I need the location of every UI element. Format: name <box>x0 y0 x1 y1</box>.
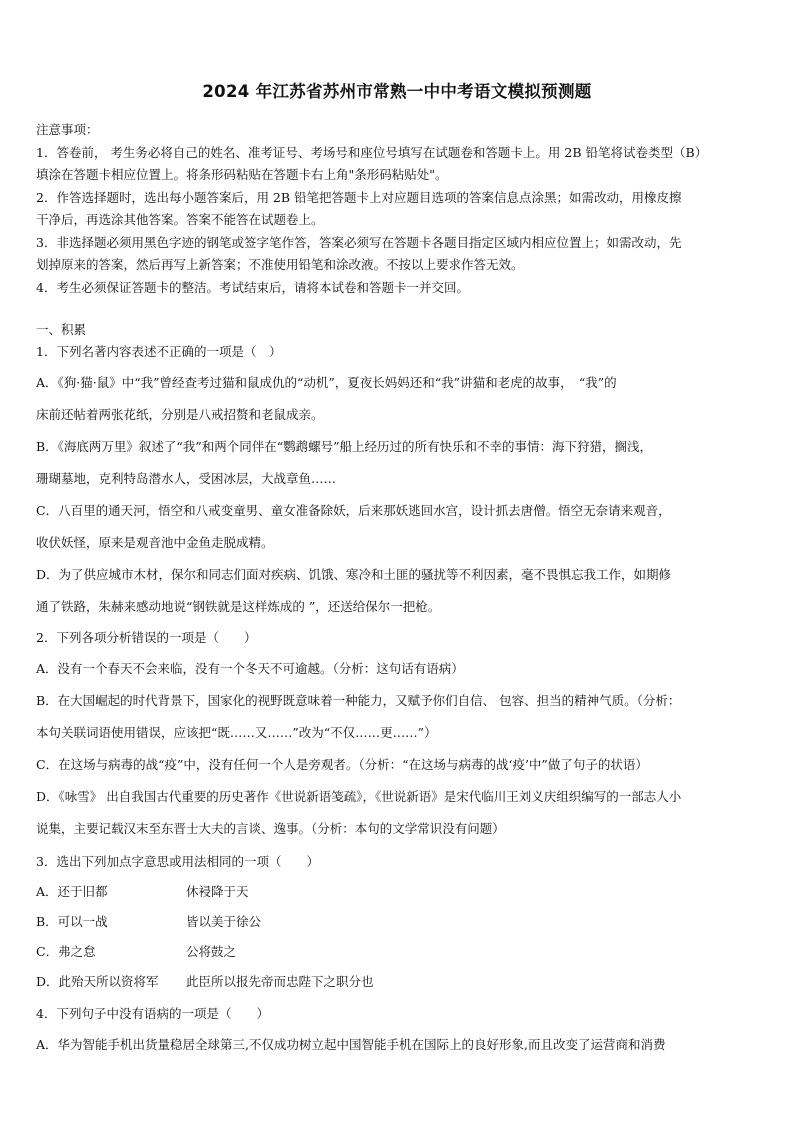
question-1-stem: 1．下列名著内容表述不正确的一项是（ ） <box>36 344 282 359</box>
option-line: 收伏妖怪，原来是观音池中金鱼走脱成精。 <box>36 535 274 550</box>
exam-page <box>36 78 758 1061</box>
notice-line: 1．答卷前， 考生务必将自己的姓名、准考证号、考场号和座位号填写在试题卷和答题卡上。用 2B 铅笔将试卷类型（B） <box>36 144 708 160</box>
option-row <box>36 877 758 907</box>
option-line: A．没有一个春天不会来临，没有一个冬天不可逾越。（分析：这句话有语病） <box>36 661 464 676</box>
option-line: 床前还帖着两张花纸，分别是八戒招赘和老鼠成亲。 <box>36 407 324 422</box>
question-2-stem: 2．下列各项分析错误的一项是（ ） <box>36 630 257 645</box>
exam-title: 2024 年江苏省苏州市常熟一中中考语文模拟预测题 <box>202 82 592 101</box>
option-right: 休祲降于天 <box>186 884 249 899</box>
section-heading: 一、积累 <box>36 322 87 337</box>
option-line: C．八百里的通天河，悟空和八戒变童男、童女准备除妖，后来那妖逃回水宫，设计抓去唐僧。悟空无奈请来观音， <box>36 503 671 518</box>
option-line: A．华为智能手机出货量稳居全球第三,不仅成功树立起中国智能手机在国际上的良好形象,而且改变了运营商和消费 <box>36 1037 666 1052</box>
notice-line: 4．考生必须保证答题卡的整洁。考试结束后，请将本试卷和答题卡一并交回。 <box>36 279 469 295</box>
option-line: B．在大国崛起的时代背景下，国家化的视野既意味着一种能力，又赋予你们自信、 包容、担当的精神气质。（分析： <box>36 693 681 708</box>
option-right: 皆以美于徐公 <box>186 914 262 929</box>
question-3-stem: 3．选出下列加点字意思或用法相同的一项（ ） <box>36 854 319 869</box>
option-row <box>36 937 758 967</box>
question-4-options <box>36 1029 758 1061</box>
option-line: 本句关联词语使用错误，应该把“既……又……”改为“不仅……更……”） <box>36 725 437 740</box>
notice-line: 填涂在答题卡相应位置上。将条形码粘贴在答题卡右上角"条形码粘贴处"。 <box>36 167 448 182</box>
option-line: D．《咏雪》 出自我国古代重要的历史著作《世说新语笺疏》，《世说新语》是宋代临川王刘义庆组织编写的一部志人小 <box>36 789 682 804</box>
option-line: D．为了供应城市木材，保尔和同志们面对疾病、饥饿、寒冷和土匪的骚扰等不利因素，毫不畏惧忘我工作，如期修 <box>36 567 672 582</box>
option-left: D．此殆天所以资将军 <box>36 974 159 989</box>
option-line: C．在这场与病毒的战“疫”中，没有任何一个人是旁观者。（分析：“在这场与病毒的战‘疫’中”做了句子的状语） <box>36 757 648 772</box>
option-left: C．弗之怠 <box>36 944 96 959</box>
notice-heading: 注意事项： <box>36 122 99 137</box>
notice-line: 2．作答选择题时，选出每小题答案后，用 2B 铅笔把答题卡上对应题目选项的答案信息点涂黑；如需改动，用橡皮擦 <box>36 189 682 205</box>
option-line: 说集，主要记载汉末至东晋士大夫的言谈、逸事。（分析：本句的文学常识没有问题） <box>36 821 505 836</box>
option-row <box>36 907 758 937</box>
notice-line: 划掉原来的答案，然后再写上新答案；不准使用铅笔和涂改液。不按以上要求作答无效。 <box>36 257 524 272</box>
option-row <box>36 967 758 997</box>
question-4-stem: 4．下列句子中没有语病的一项是（ ） <box>36 1006 269 1021</box>
question-2-options <box>36 653 758 845</box>
option-line: A．《狗·猫·鼠》中“我”曾经查考过猫和鼠成仇的“动机”，夏夜长妈妈还和“我”讲猫和老虎的故事， “我”的 <box>36 375 617 390</box>
notice-line: 干净后，再选涂其他答案。答案不能答在试题卷上。 <box>36 212 324 227</box>
option-left: B．可以一战 <box>36 914 108 929</box>
option-line: B．《海底两万里》叙述了“我”和两个同伴在“鹦鹉螺号”船上经历过的所有快乐和不幸的事情：海下狩猎，搁浅， <box>36 439 652 454</box>
option-right: 此臣所以报先帝而忠陛下之职分也 <box>186 974 374 989</box>
option-line: 珊瑚墓地，克利特岛潜水人，受困冰层，大战章鱼…… <box>36 471 337 486</box>
question-3-options <box>36 877 758 997</box>
option-right: 公将鼓之 <box>186 944 237 959</box>
notice-block <box>36 119 758 299</box>
option-left: A．还于旧都 <box>36 884 108 899</box>
option-line: 通了铁路，朱赫来感动地说“钢铁就是这样炼成的 ”，还送给保尔一把枪。 <box>36 599 441 614</box>
question-1-options <box>36 367 758 623</box>
notice-line: 3．非选择题必须用黑色字迹的钢笔或签字笔作答，答案必须写在答题卡各题目指定区域内相应位置上；如需改动，先 <box>36 234 682 250</box>
